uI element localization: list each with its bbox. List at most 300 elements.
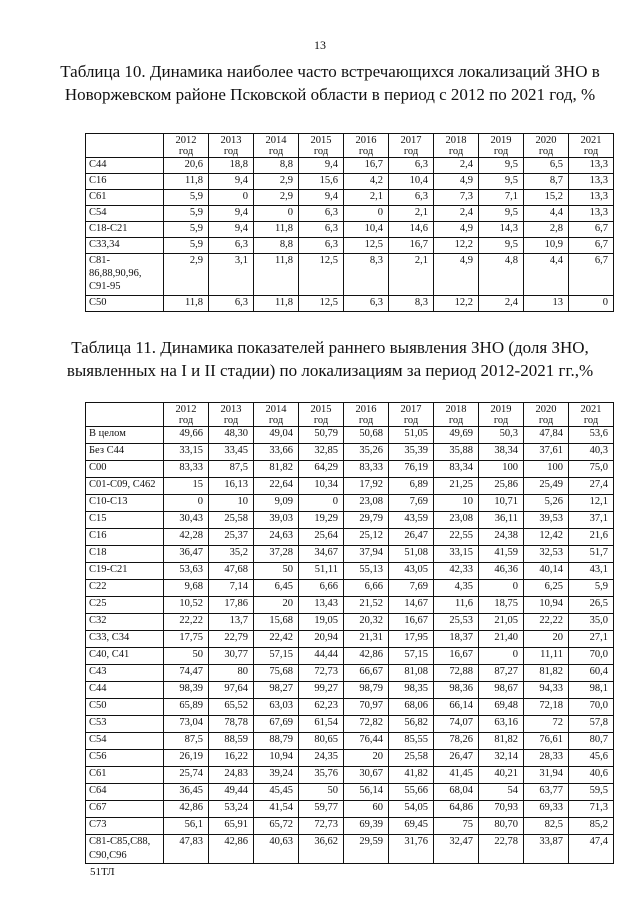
cell-value: 25,12	[344, 529, 389, 546]
cell-value: 76,61	[524, 733, 569, 750]
year-header: 2013 год	[209, 403, 254, 427]
cell-value: 16,67	[389, 614, 434, 631]
cell-value: 81,82	[479, 733, 524, 750]
table11-body	[86, 427, 614, 864]
year-header: 2012 год	[164, 134, 209, 158]
cell-value: 56,82	[389, 716, 434, 733]
cell-value: 48,30	[209, 427, 254, 444]
cell-value: 42,86	[209, 835, 254, 864]
cell-value: 34,67	[299, 546, 344, 563]
cell-value: 57,8	[569, 716, 614, 733]
cell-value: 23,08	[344, 495, 389, 512]
cell-value: 51,08	[389, 546, 434, 563]
cell-value: 41,45	[434, 767, 479, 784]
row-label: C25	[86, 597, 164, 614]
cell-value: 98,67	[479, 682, 524, 699]
cell-value: 24,63	[254, 529, 299, 546]
cell-value: 63,03	[254, 699, 299, 716]
cell-value: 10	[434, 495, 479, 512]
cell-value: 10,94	[524, 597, 569, 614]
cell-value: 88,59	[209, 733, 254, 750]
cell-value: 12,2	[434, 238, 479, 254]
cell-value: 63,77	[524, 784, 569, 801]
cell-value: 27,1	[569, 631, 614, 648]
cell-value: 12,2	[434, 296, 479, 312]
cell-value: 9,4	[209, 206, 254, 222]
table-row	[86, 665, 614, 682]
cell-value: 3,1	[209, 254, 254, 296]
cell-value: 30,43	[164, 512, 209, 529]
cell-value: 65,52	[209, 699, 254, 716]
cell-value: 94,33	[524, 682, 569, 699]
cell-value: 2,4	[434, 206, 479, 222]
year-header: 2020 год	[524, 403, 569, 427]
cell-value: 41,82	[389, 767, 434, 784]
cell-value: 10,9	[524, 238, 569, 254]
cell-value: 81,82	[254, 461, 299, 478]
cell-value: 10,71	[479, 495, 524, 512]
cell-value: 6,7	[569, 254, 614, 296]
cell-value: 50,79	[299, 427, 344, 444]
row-label: C53	[86, 716, 164, 733]
cell-value: 25,58	[389, 750, 434, 767]
cell-value: 7,3	[434, 190, 479, 206]
row-label: C15	[86, 512, 164, 529]
cell-value: 81,08	[389, 665, 434, 682]
cell-value: 21,6	[569, 529, 614, 546]
cell-value: 21,25	[434, 478, 479, 495]
cell-value: 0	[209, 190, 254, 206]
year-header: 2019 год	[479, 134, 524, 158]
cell-value: 14,6	[389, 222, 434, 238]
row-label: C33,34	[86, 238, 164, 254]
cell-value: 57,15	[254, 648, 299, 665]
cell-value: 70,0	[569, 699, 614, 716]
cell-value: 2,1	[389, 254, 434, 296]
cell-value: 4,4	[524, 254, 569, 296]
cell-value: 65,91	[209, 818, 254, 835]
cell-value: 24,38	[479, 529, 524, 546]
cell-value: 53,6	[569, 427, 614, 444]
cell-value: 72,18	[524, 699, 569, 716]
row-label: C54	[86, 733, 164, 750]
cell-value: 66,67	[344, 665, 389, 682]
cell-value: 37,94	[344, 546, 389, 563]
cell-value: 70,97	[344, 699, 389, 716]
cell-value: 82,5	[524, 818, 569, 835]
table-row	[86, 427, 614, 444]
cell-value: 4,8	[479, 254, 524, 296]
cell-value: 20	[344, 750, 389, 767]
cell-value: 0	[299, 495, 344, 512]
row-label: C44	[86, 158, 164, 174]
cell-value: 75,68	[254, 665, 299, 682]
cell-value: 11,8	[254, 222, 299, 238]
cell-value: 19,29	[299, 512, 344, 529]
cell-value: 42,28	[164, 529, 209, 546]
cell-value: 5,9	[164, 206, 209, 222]
cell-value: 74,47	[164, 665, 209, 682]
cell-value: 21,31	[344, 631, 389, 648]
cell-value: 15	[164, 478, 209, 495]
cell-value: 9,5	[479, 206, 524, 222]
cell-value: 11,8	[254, 254, 299, 296]
cell-value: 10,34	[299, 478, 344, 495]
row-label: C18	[86, 546, 164, 563]
table-row	[86, 222, 614, 238]
cell-value: 43,59	[389, 512, 434, 529]
footer-code: 51ТЛ	[90, 866, 115, 878]
cell-value: 6,5	[524, 158, 569, 174]
cell-value: 45,6	[569, 750, 614, 767]
cell-value: 20	[254, 597, 299, 614]
table-row	[86, 444, 614, 461]
cell-value: 6,3	[209, 296, 254, 312]
row-label: C10-C13	[86, 495, 164, 512]
cell-value: 22,55	[434, 529, 479, 546]
cell-value: 38,34	[479, 444, 524, 461]
cell-value: 88,79	[254, 733, 299, 750]
cell-value: 27,4	[569, 478, 614, 495]
cell-value: 17,92	[344, 478, 389, 495]
cell-value: 60,4	[569, 665, 614, 682]
cell-value: 6,25	[524, 580, 569, 597]
cell-value: 6,3	[389, 158, 434, 174]
cell-value: 28,33	[524, 750, 569, 767]
row-label: C43	[86, 665, 164, 682]
cell-value: 16,13	[209, 478, 254, 495]
cell-value: 13,7	[209, 614, 254, 631]
cell-value: 57,15	[389, 648, 434, 665]
cell-value: 6,7	[569, 238, 614, 254]
cell-value: 10	[209, 495, 254, 512]
cell-value: 11,8	[254, 296, 299, 312]
cell-value: 70,0	[569, 648, 614, 665]
cell-value: 9,5	[479, 174, 524, 190]
row-label: C67	[86, 801, 164, 818]
cell-value: 41,54	[254, 801, 299, 818]
cell-value: 56,14	[344, 784, 389, 801]
cell-value: 25,64	[299, 529, 344, 546]
cell-value: 4,9	[434, 254, 479, 296]
cell-value: 47,4	[569, 835, 614, 864]
cell-value: 0	[479, 648, 524, 665]
cell-value: 26,47	[434, 750, 479, 767]
cell-value: 80	[209, 665, 254, 682]
year-header: 2012 год	[164, 403, 209, 427]
table-row	[86, 254, 614, 296]
cell-value: 33,45	[209, 444, 254, 461]
table-row	[86, 767, 614, 784]
cell-value: 2,9	[254, 174, 299, 190]
cell-value: 36,62	[299, 835, 344, 864]
cell-value: 44,44	[299, 648, 344, 665]
cell-value: 25,49	[524, 478, 569, 495]
cell-value: 35,26	[344, 444, 389, 461]
cell-value: 21,05	[479, 614, 524, 631]
cell-value: 13,3	[569, 174, 614, 190]
cell-value: 9,4	[209, 174, 254, 190]
table10-header-row	[86, 134, 614, 158]
cell-value: 50	[254, 563, 299, 580]
cell-value: 97,64	[209, 682, 254, 699]
cell-value: 6,66	[299, 580, 344, 597]
cell-value: 71,3	[569, 801, 614, 818]
cell-value: 65,72	[254, 818, 299, 835]
year-header: 2021 год	[569, 403, 614, 427]
table-row	[86, 563, 614, 580]
cell-value: 42,86	[164, 801, 209, 818]
cell-value: 6,7	[569, 222, 614, 238]
table-row	[86, 733, 614, 750]
header-corner	[86, 403, 164, 427]
cell-value: 31,94	[524, 767, 569, 784]
cell-value: 50	[164, 648, 209, 665]
cell-value: 72,73	[299, 665, 344, 682]
cell-value: 35,88	[434, 444, 479, 461]
year-header: 2014 год	[254, 134, 299, 158]
table-row	[86, 699, 614, 716]
cell-value: 2,1	[344, 190, 389, 206]
cell-value: 20,32	[344, 614, 389, 631]
cell-value: 10,94	[254, 750, 299, 767]
cell-value: 56,1	[164, 818, 209, 835]
cell-value: 15,68	[254, 614, 299, 631]
cell-value: 40,6	[569, 767, 614, 784]
cell-value: 59,5	[569, 784, 614, 801]
cell-value: 22,78	[479, 835, 524, 864]
cell-value: 87,27	[479, 665, 524, 682]
cell-value: 53,24	[209, 801, 254, 818]
cell-value: 75,0	[569, 461, 614, 478]
cell-value: 64,86	[434, 801, 479, 818]
cell-value: 16,7	[344, 158, 389, 174]
cell-value: 54	[479, 784, 524, 801]
cell-value: 4,2	[344, 174, 389, 190]
cell-value: 2,8	[524, 222, 569, 238]
cell-value: 98,79	[344, 682, 389, 699]
row-label: C01-C09, C462	[86, 478, 164, 495]
year-header: 2015 год	[299, 134, 344, 158]
cell-value: 32,53	[524, 546, 569, 563]
cell-value: 51,7	[569, 546, 614, 563]
cell-value: 17,95	[389, 631, 434, 648]
cell-value: 20,94	[299, 631, 344, 648]
cell-value: 25,53	[434, 614, 479, 631]
row-label: C50	[86, 296, 164, 312]
table-row	[86, 801, 614, 818]
cell-value: 72,88	[434, 665, 479, 682]
cell-value: 36,45	[164, 784, 209, 801]
cell-value: 100	[479, 461, 524, 478]
cell-value: 74,07	[434, 716, 479, 733]
cell-value: 6,3	[299, 238, 344, 254]
cell-value: 49,04	[254, 427, 299, 444]
table-row	[86, 529, 614, 546]
cell-value: 47,83	[164, 835, 209, 864]
cell-value: 49,69	[434, 427, 479, 444]
cell-value: 22,42	[254, 631, 299, 648]
cell-value: 76,44	[344, 733, 389, 750]
cell-value: 7,1	[479, 190, 524, 206]
cell-value: 4,9	[434, 222, 479, 238]
cell-value: 69,48	[479, 699, 524, 716]
table-row	[86, 614, 614, 631]
cell-value: 72	[524, 716, 569, 733]
cell-value: 14,67	[389, 597, 434, 614]
row-label: C00	[86, 461, 164, 478]
cell-value: 37,1	[569, 512, 614, 529]
cell-value: 37,28	[254, 546, 299, 563]
row-label: C56	[86, 750, 164, 767]
row-label: C61	[86, 190, 164, 206]
cell-value: 7,69	[389, 580, 434, 597]
row-label: C18-C21	[86, 222, 164, 238]
cell-value: 29,59	[344, 835, 389, 864]
cell-value: 24,35	[299, 750, 344, 767]
cell-value: 80,65	[299, 733, 344, 750]
cell-value: 68,04	[434, 784, 479, 801]
cell-value: 29,79	[344, 512, 389, 529]
cell-value: 69,45	[389, 818, 434, 835]
table-row	[86, 784, 614, 801]
cell-value: 22,22	[524, 614, 569, 631]
cell-value: 25,58	[209, 512, 254, 529]
row-label: C44	[86, 682, 164, 699]
row-label: C19-C21	[86, 563, 164, 580]
cell-value: 78,26	[434, 733, 479, 750]
cell-value: 83,33	[164, 461, 209, 478]
table11-title: Таблица 11. Динамика показателей раннего выявления ЗНО (доля ЗНО, выявленных на I и II стадии) по локализациям за период 2012-2021 гг.,%	[66, 338, 594, 380]
year-header: 2017 год	[389, 403, 434, 427]
cell-value: 0	[344, 206, 389, 222]
cell-value: 4,4	[524, 206, 569, 222]
cell-value: 20	[524, 631, 569, 648]
cell-value: 65,89	[164, 699, 209, 716]
cell-value: 22,22	[164, 614, 209, 631]
cell-value: 13	[524, 296, 569, 312]
table-row	[86, 495, 614, 512]
cell-value: 49,66	[164, 427, 209, 444]
cell-value: 9,4	[209, 222, 254, 238]
cell-value: 0	[479, 580, 524, 597]
cell-value: 40,21	[479, 767, 524, 784]
table-row	[86, 174, 614, 190]
row-label: C16	[86, 174, 164, 190]
cell-value: 6,89	[389, 478, 434, 495]
cell-value: 46,36	[479, 563, 524, 580]
row-label: C16	[86, 529, 164, 546]
cell-value: 51,05	[389, 427, 434, 444]
table-row	[86, 648, 614, 665]
year-header: 2016 год	[344, 134, 389, 158]
cell-value: 39,24	[254, 767, 299, 784]
cell-value: 73,04	[164, 716, 209, 733]
cell-value: 9,4	[299, 158, 344, 174]
cell-value: 98,35	[389, 682, 434, 699]
cell-value: 60	[344, 801, 389, 818]
year-header: 2014 год	[254, 403, 299, 427]
cell-value: 70,93	[479, 801, 524, 818]
table11	[85, 402, 614, 864]
table-row	[86, 296, 614, 312]
cell-value: 33,87	[524, 835, 569, 864]
cell-value: 25,37	[209, 529, 254, 546]
cell-value: 62,23	[299, 699, 344, 716]
cell-value: 69,39	[344, 818, 389, 835]
cell-value: 26,47	[389, 529, 434, 546]
cell-value: 17,86	[209, 597, 254, 614]
cell-value: 33,15	[434, 546, 479, 563]
cell-value: 68,06	[389, 699, 434, 716]
cell-value: 98,27	[254, 682, 299, 699]
cell-value: 5,9	[569, 580, 614, 597]
cell-value: 24,83	[209, 767, 254, 784]
cell-value: 4,35	[434, 580, 479, 597]
cell-value: 98,1	[569, 682, 614, 699]
table-row	[86, 478, 614, 495]
year-header: 2020 год	[524, 134, 569, 158]
table-row	[86, 750, 614, 767]
cell-value: 13,43	[299, 597, 344, 614]
year-header: 2018 год	[434, 403, 479, 427]
cell-value: 13,3	[569, 206, 614, 222]
cell-value: 35,2	[209, 546, 254, 563]
cell-value: 8,7	[524, 174, 569, 190]
table-row	[86, 580, 614, 597]
row-label: C61	[86, 767, 164, 784]
cell-value: 5,9	[164, 190, 209, 206]
cell-value: 7,69	[389, 495, 434, 512]
header-corner	[86, 134, 164, 158]
cell-value: 30,77	[209, 648, 254, 665]
cell-value: 2,1	[389, 206, 434, 222]
cell-value: 55,66	[389, 784, 434, 801]
table-row	[86, 546, 614, 563]
table11-header-row	[86, 403, 614, 427]
cell-value: 32,14	[479, 750, 524, 767]
cell-value: 14,3	[479, 222, 524, 238]
cell-value: 22,79	[209, 631, 254, 648]
cell-value: 25,74	[164, 767, 209, 784]
cell-value: 85,55	[389, 733, 434, 750]
cell-value: 9,09	[254, 495, 299, 512]
cell-value: 32,47	[434, 835, 479, 864]
cell-value: 69,33	[524, 801, 569, 818]
cell-value: 36,47	[164, 546, 209, 563]
year-header: 2013 год	[209, 134, 254, 158]
cell-value: 47,84	[524, 427, 569, 444]
cell-value: 10,4	[344, 222, 389, 238]
cell-value: 98,39	[164, 682, 209, 699]
cell-value: 21,40	[479, 631, 524, 648]
cell-value: 37,61	[524, 444, 569, 461]
cell-value: 54,05	[389, 801, 434, 818]
cell-value: 40,3	[569, 444, 614, 461]
row-label: C32	[86, 614, 164, 631]
row-label: В целом	[86, 427, 164, 444]
cell-value: 7,14	[209, 580, 254, 597]
cell-value: 21,52	[344, 597, 389, 614]
cell-value: 99,27	[299, 682, 344, 699]
cell-value: 18,75	[479, 597, 524, 614]
cell-value: 12,1	[569, 495, 614, 512]
cell-value: 8,3	[344, 254, 389, 296]
cell-value: 2,9	[254, 190, 299, 206]
table-row	[86, 835, 614, 864]
cell-value: 72,82	[344, 716, 389, 733]
cell-value: 98,36	[434, 682, 479, 699]
